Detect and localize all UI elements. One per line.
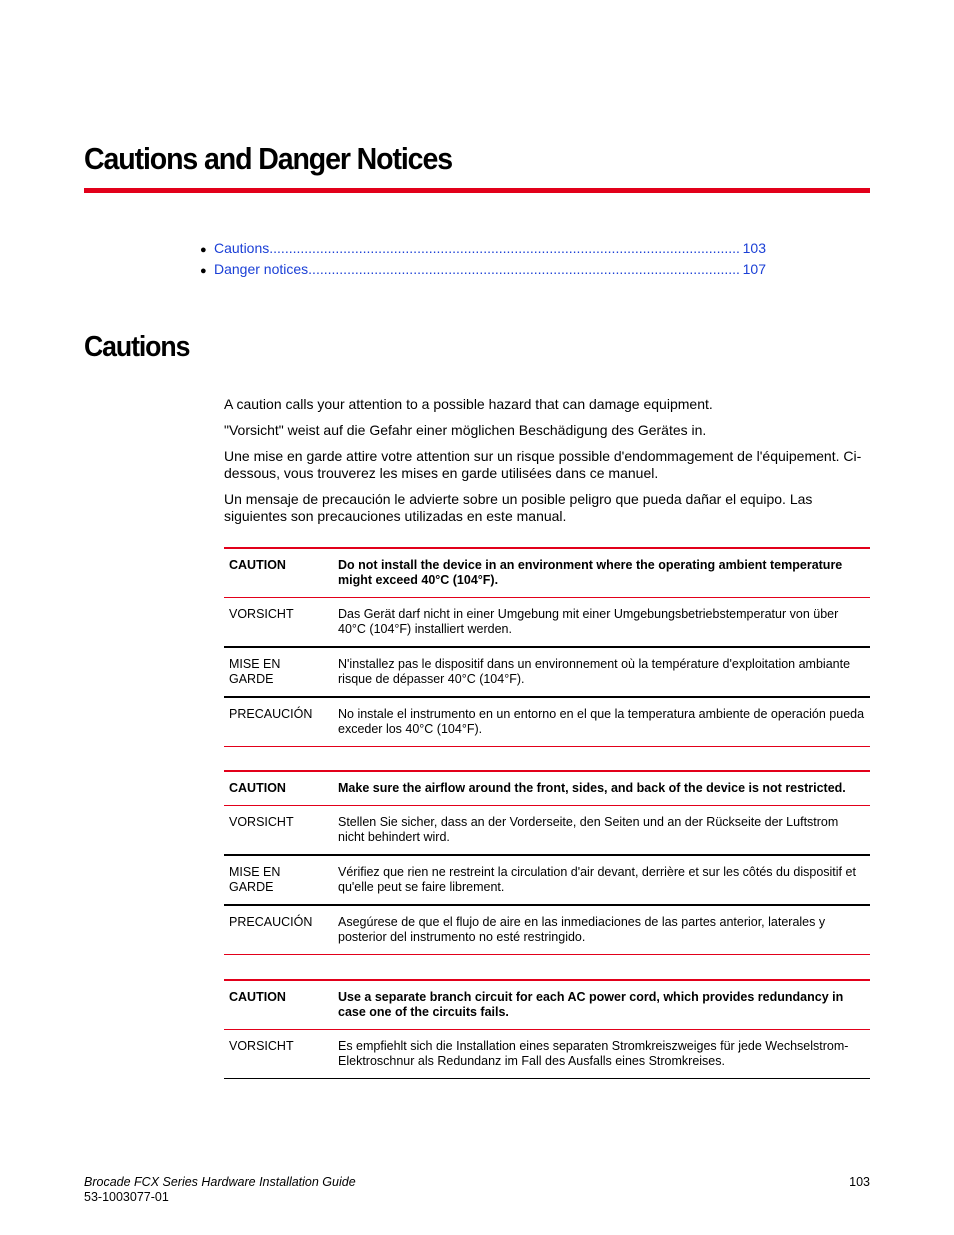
notice-text: No instale el instrumento en un entorno en el que la temperatura ambiente de operación pueda exceder los 40°C (104°F).: [338, 707, 865, 736]
mini-toc: [200, 240, 766, 282]
bullet-icon: ●: [200, 265, 207, 277]
notice-row: [224, 905, 870, 955]
notice-row: [224, 806, 870, 856]
intro-paragraph: Une mise en garde attire votre attention sur un risque possible d'endommagement de l'équipement. Ci-dessous, vous trouverez les mises en garde utilisées dans ce manuel.: [224, 448, 862, 481]
notice-row: [224, 855, 870, 905]
notice-label: VORSICHT: [229, 1039, 294, 1053]
notice-label: PRECAUCIÓN: [229, 707, 313, 721]
notice-label: VORSICHT: [229, 815, 294, 829]
notice-row: [224, 697, 870, 747]
toc-link[interactable]: [214, 240, 741, 256]
intro-text: [224, 396, 870, 534]
toc-page-number[interactable]: 107: [742, 261, 766, 277]
notice-label: CAUTION: [229, 781, 286, 795]
intro-paragraph: Un mensaje de precaución le advierte sobre un posible peligro que pueda dañar el equipo. Las siguientes son precauciones utilizadas en este manual.: [224, 491, 813, 524]
notice-label: PRECAUCIÓN: [229, 915, 313, 929]
page-footer: [84, 1175, 870, 1205]
toc-leader-dots: [269, 240, 740, 256]
notice-text: Asegúrese de que el flujo de aire en las inmediaciones de las partes anterior, laterales y posterior del instrumento no esté restringido.: [338, 915, 826, 944]
toc-page-number[interactable]: 103: [742, 240, 766, 256]
title-rule: [84, 188, 870, 193]
toc-label[interactable]: Danger notices: [214, 261, 309, 277]
notice-row: [224, 981, 870, 1030]
notice-table: [224, 772, 870, 955]
toc-item-cautions[interactable]: [200, 240, 766, 261]
notice-label: CAUTION: [229, 558, 286, 572]
toc-link[interactable]: [214, 261, 741, 277]
notice-text: Das Gerät darf nicht in einer Umgebung mit einer Umgebungsbetriebstemperatur von über 40°C (104°F) installiert werden.: [338, 607, 839, 636]
notice-text: Es empfiehlt sich die Installation eines separaten Stromkreiszweiges für jede Wechselstrom-Elektroschnur als Redundanz im Fall des Ausfalls eines Stromkreises.: [338, 1039, 849, 1068]
notice-text: Stellen Sie sicher, dass an der Vorderseite, den Seiten und an der Rückseite der Luftstrom nicht behindert wird.: [338, 815, 839, 844]
notice-label: CAUTION: [229, 990, 286, 1004]
toc-item-danger-notices[interactable]: [200, 261, 766, 282]
intro-paragraph: A caution calls your attention to a possible hazard that can damage equipment.: [224, 396, 713, 412]
notice-text: Do not install the device in an environment where the operating ambient temperature might exceed 40°C (104°F).: [338, 558, 843, 587]
notice-row: [224, 598, 870, 648]
notice-label: VORSICHT: [229, 607, 294, 621]
notice-text: N'installez pas le dispositif dans un environnement où la température d'exploitation ambiante risque de dépasser 40°C (104°F).: [338, 657, 851, 686]
section-title: Cautions: [84, 331, 190, 363]
notice-row: [224, 1030, 870, 1079]
toc-leader-dots: [308, 261, 740, 277]
footer-guide-title: Brocade FCX Series Hardware Installation Guide: [84, 1175, 356, 1189]
notice-text: Vérifiez que rien ne restreint la circulation d'air devant, derrière et sur les côtés du dispositif et qu'elle peut se faire librement.: [338, 865, 856, 894]
notice-table: [224, 549, 870, 747]
notice-text: Make sure the airflow around the front, sides, and back of the device is not restricted.: [338, 781, 846, 795]
bullet-icon: ●: [200, 244, 207, 256]
footer-doc-number: 53-1003077-01: [84, 1190, 169, 1204]
notice-row: [224, 549, 870, 598]
notice-table: [224, 981, 870, 1079]
notice-row: [224, 772, 870, 806]
notice-row: [224, 647, 870, 697]
chapter-title: Cautions and Danger Notices: [84, 141, 452, 176]
intro-paragraph: "Vorsicht" weist auf die Gefahr einer möglichen Beschädigung des Gerätes in.: [224, 422, 707, 438]
notice-label: MISE EN GARDE: [229, 657, 281, 686]
toc-label[interactable]: Cautions: [214, 240, 270, 256]
footer-page-number: 103: [849, 1175, 870, 1189]
notice-label: MISE EN GARDE: [229, 865, 281, 894]
notice-text: Use a separate branch circuit for each AC power cord, which provides redundancy in case one of the circuits fails.: [338, 990, 844, 1019]
